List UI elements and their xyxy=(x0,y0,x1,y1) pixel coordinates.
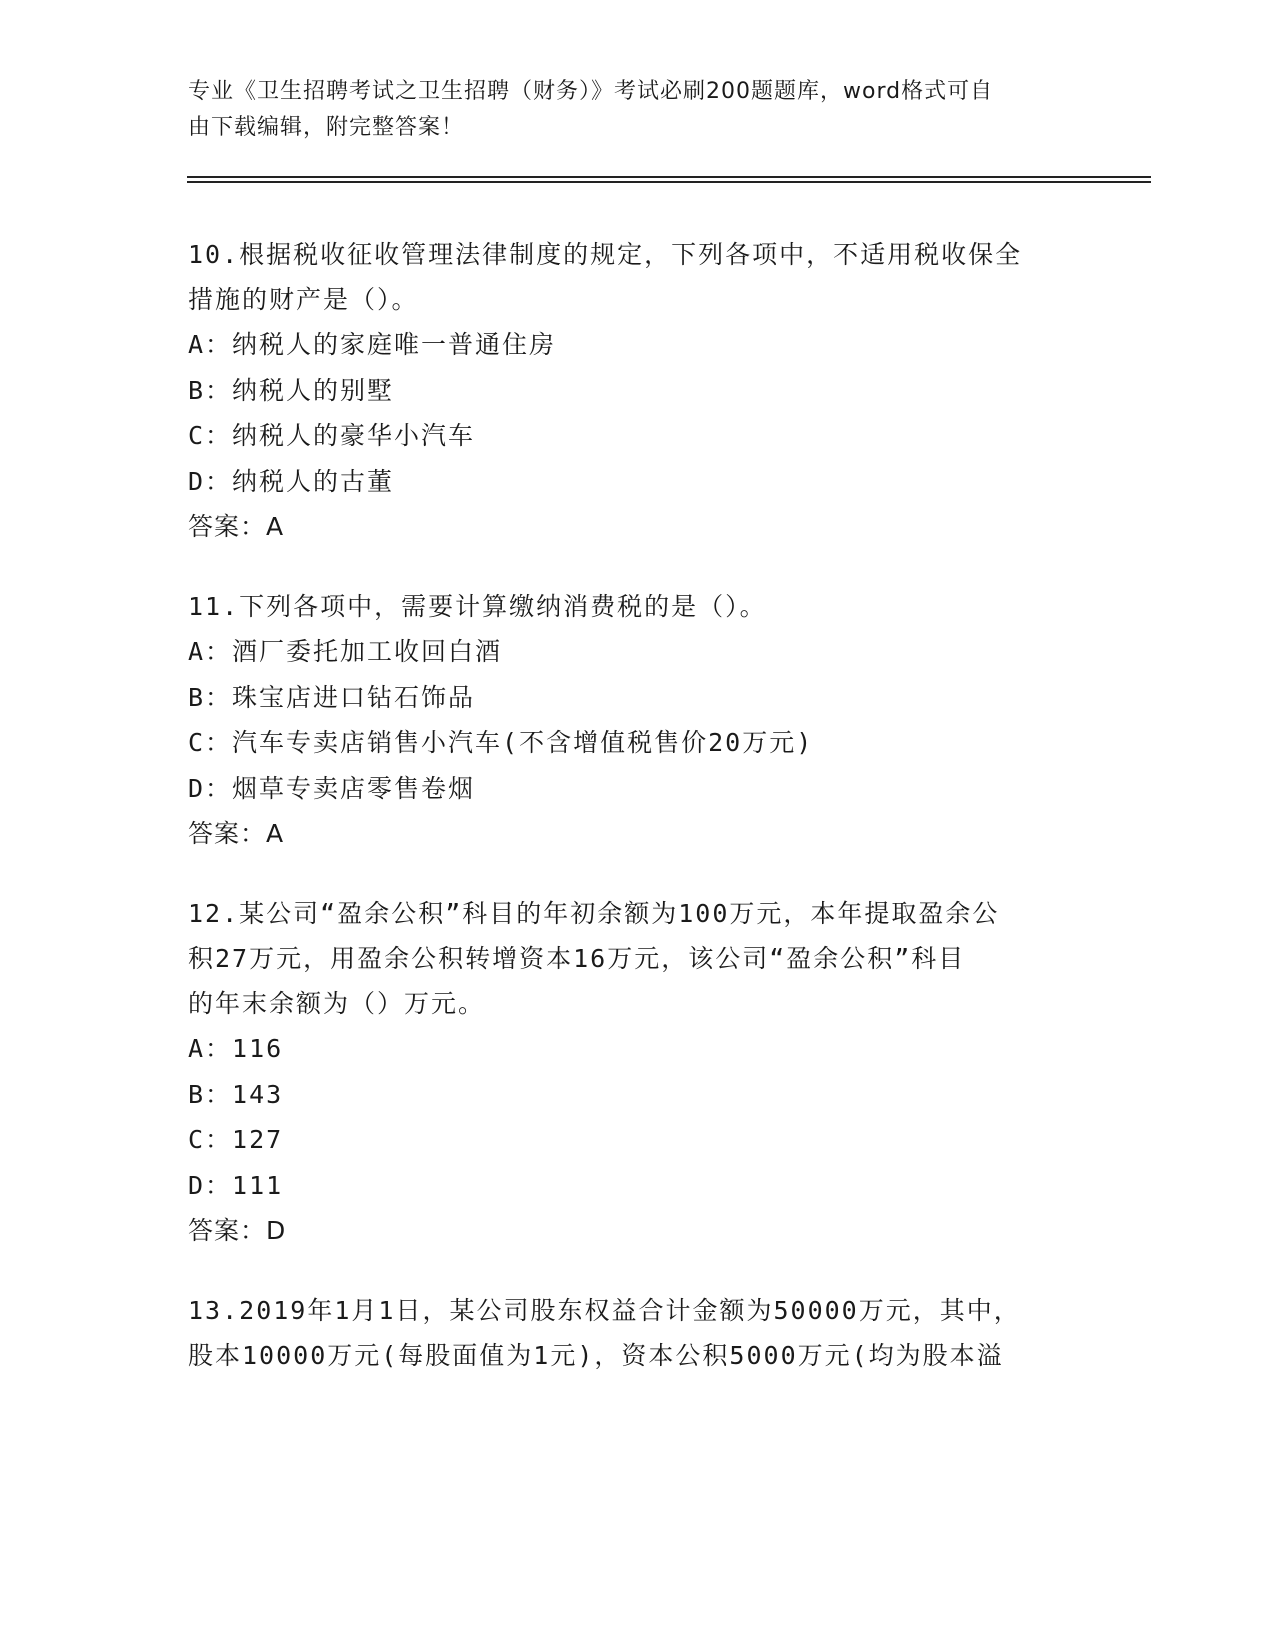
option-d: D：烟草专卖店零售卷烟 xyxy=(188,773,476,803)
answer-line: 答案：A xyxy=(188,512,285,541)
question-12 xyxy=(188,891,1078,1254)
header-line-2: 由下载编辑，附完整答案！ xyxy=(188,115,465,140)
question-text-line: 10.根据税收征收管理法律制度的规定，下列各项中，不适用税收保全 xyxy=(188,240,1023,269)
answer-line: 答案：A xyxy=(188,819,285,848)
option-c: C：纳税人的豪华小汽车 xyxy=(188,421,476,450)
option-a: A：116 xyxy=(188,1034,284,1063)
header-divider-bottom xyxy=(187,181,1151,183)
option-c: C：汽车专卖店销售小汽车(不含增值税售价20万元) xyxy=(188,728,814,757)
header-line-1: 专业《卫生招聘考试之卫生招聘（财务）》考试必刷200题题库，word格式可自 xyxy=(188,79,994,104)
question-text-line: 的年末余额为（）万元。 xyxy=(188,989,486,1018)
option-a: A：纳税人的家庭唯一普通住房 xyxy=(188,330,557,359)
question-text-line: 股本10000万元(每股面值为1元)，资本公积5000万元(均为股本溢 xyxy=(188,1341,1004,1370)
option-b: B：143 xyxy=(188,1079,284,1109)
question-text-line: 措施的财产是（）。 xyxy=(188,285,419,314)
option-a: A：酒厂委托加工收回白酒 xyxy=(188,637,503,666)
question-text-line: 13.2019年1月1日，某公司股东权益合计金额为50000万元，其中， xyxy=(188,1296,1021,1325)
option-d: D：111 xyxy=(188,1170,284,1200)
header-divider-top xyxy=(187,176,1151,178)
document-header xyxy=(188,74,1068,146)
option-c: C：127 xyxy=(188,1125,284,1154)
answer-line: 答案：D xyxy=(188,1216,287,1245)
question-text-line: 12.某公司“盈余公积”科目的年初余额为100万元，本年提取盈余公 xyxy=(188,899,1000,928)
question-text-line: 11.下列各项中，需要计算缴纳消费税的是（）。 xyxy=(188,592,767,621)
question-11 xyxy=(188,584,1078,857)
option-d: D：纳税人的古董 xyxy=(188,466,395,496)
question-13 xyxy=(188,1288,1078,1378)
option-b: B：纳税人的别墅 xyxy=(188,375,395,405)
option-b: B：珠宝店进口钻石饰品 xyxy=(188,682,476,712)
question-10 xyxy=(188,232,1078,550)
question-list xyxy=(188,232,1078,1412)
question-text-line: 积27万元，用盈余公积转增资本16万元，该公司“盈余公积”科目 xyxy=(188,944,966,973)
